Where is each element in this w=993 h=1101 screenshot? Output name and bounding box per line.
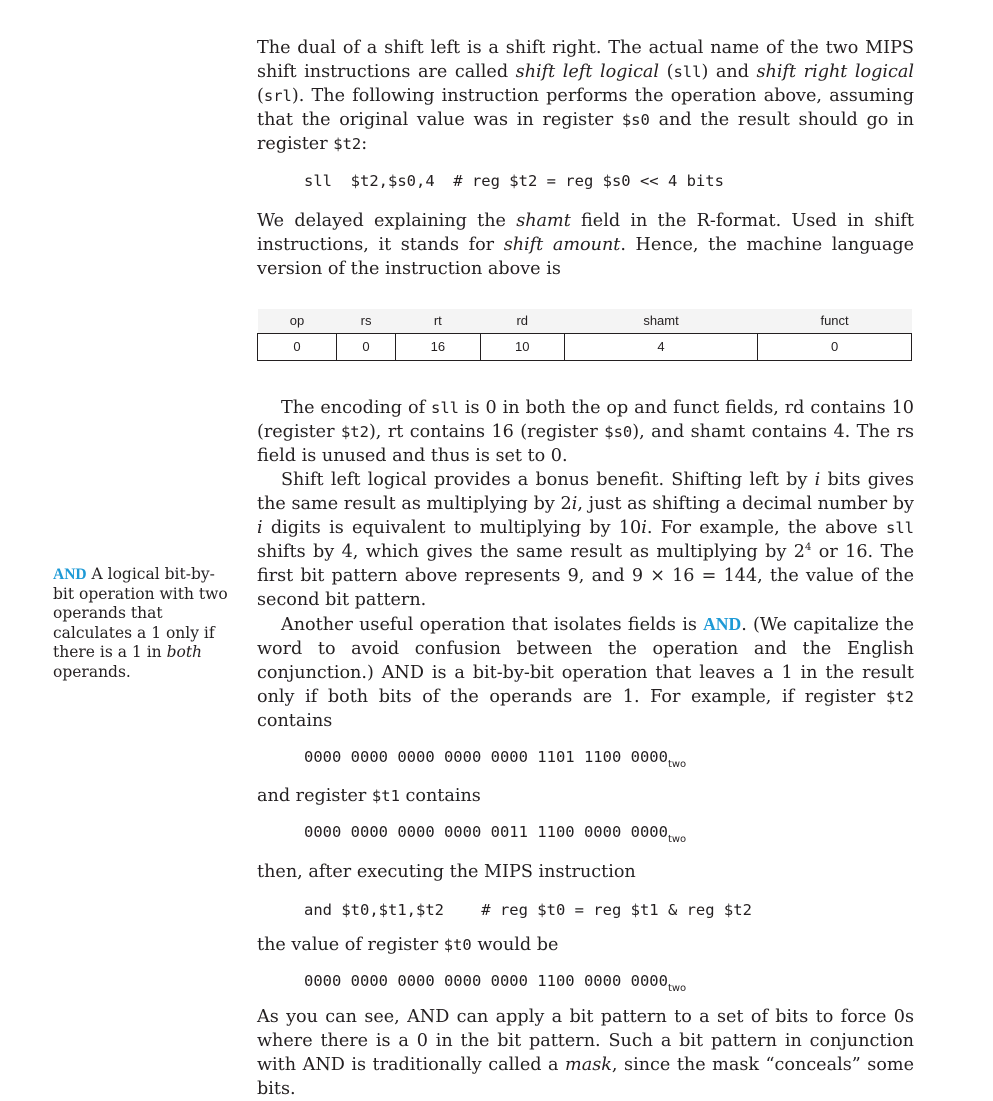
value-rt: 16	[396, 334, 480, 361]
header-shamt: shamt	[564, 309, 757, 334]
value-shamt: 4	[564, 334, 757, 361]
paragraph-and: Another useful operation that isolates fields is AND. (We capitalize the word to avoid confusion between the operation and the English conjunction.) AND is a bit-by-bit operation that leaves a 1 in the result only if both bits of the operands are 1. For example, if register $t2 contains	[257, 614, 914, 731]
margin-definition-and: AND A logical bit-by-bit operation with two operands that calculates a 1 only if there is a 1 in both operands.	[53, 565, 228, 681]
value-funct: 0	[758, 334, 912, 361]
header-op: op	[258, 309, 337, 334]
bit-pattern-t1: 0000 0000 0000 0000 0011 1100 0000 $0000_{two}$	[304, 823, 687, 845]
r-format-value-row	[258, 334, 912, 361]
paragraph-bonus: Shift left logical provides a bonus benefit. Shifting left by i bits gives the same result as multiplying by 2i, just as shifting a decimal number by i digits is equivalent to multiplying by 10i. For example, the above sll shifts by 4, which gives the same result as multiplying by $2^4$ or 16. The first bit pattern above represents 9, and 9 × 16 = 144, the value of the second bit pattern.	[257, 470, 914, 610]
header-rt: rt	[396, 309, 480, 334]
bit-pattern-t0: 0000 0000 0000 0000 0000 1100 0000 $0000_{two}$	[304, 972, 687, 994]
value-rs: 0	[336, 334, 395, 361]
code-sll-example: sll $t2,$s0,4 # reg $t2 = reg $s0 << 4 bits	[304, 172, 724, 190]
header-funct: funct	[758, 309, 912, 334]
margin-term: AND	[53, 566, 87, 583]
page-body	[257, 36, 914, 1101]
paragraph-encoding: The encoding of sll is 0 in both the op and funct fields, rd contains 10 (register $t2), rt contains 16 (register $s0), and shamt contains 4. The rs field is unused and thus is set to 0.	[257, 398, 915, 466]
r-format-header-row	[258, 309, 912, 334]
line-value-t0: the value of register $t0 would be	[257, 935, 559, 955]
value-rd: 10	[480, 334, 564, 361]
line-then: then, after executing the MIPS instruction	[257, 862, 636, 882]
value-op: 0	[258, 334, 337, 361]
header-rs: rs	[336, 309, 395, 334]
and-term: AND	[703, 614, 742, 634]
r-format-table	[257, 309, 912, 361]
paragraph-mask: As you can see, AND can apply a bit pattern to a set of bits to force 0s where there is a 0 in the bit pattern. Such a bit pattern in conjunction with AND is traditionally called a mask, since the mask “conceals” some bits.	[257, 1007, 914, 1099]
paragraph-shift-intro: The dual of a shift left is a shift right. The actual name of the two MIPS shift instructions are called shift left logical (sll) and shift right logical (srl). The following instruction performs the operation above, assuming that the original value was in register $s0 and the result should go in register $t2:	[257, 38, 914, 154]
paragraph-shamt: We delayed explaining the shamt field in the R-format. Used in shift instructions, it stands for shift amount. Hence, the machine language version of the instruction above is	[257, 211, 915, 279]
code-and-example: and $t0,$t1,$t2 # reg $t0 = reg $t1 & reg $t2	[304, 901, 752, 919]
line-register-t1: and register $t1 contains	[257, 786, 481, 806]
bit-pattern-t2: 0000 0000 0000 0000 0000 1101 1100 $0000_{two}$	[304, 748, 687, 770]
header-rd: rd	[480, 309, 564, 334]
